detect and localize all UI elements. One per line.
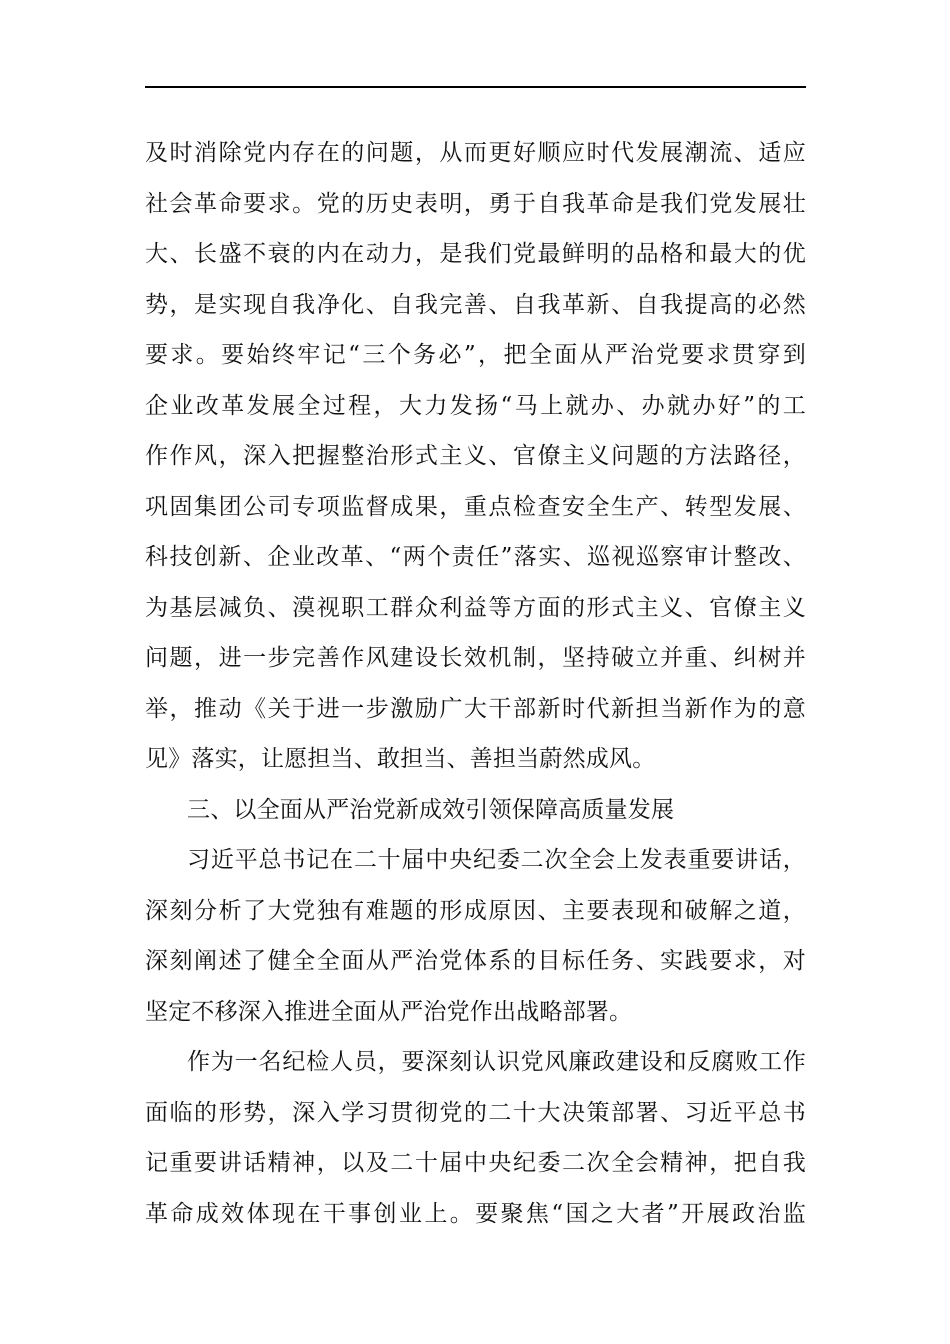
text-line: 习近平总书记在二十届中央纪委二次全会上发表重要讲话，: [187, 847, 806, 873]
text-line: 社会革命要求。党的历史表明，勇于自我革命是我们党发展壮: [145, 190, 806, 217]
text-line: 作为一名纪检人员，要深刻认识党风廉政建设和反腐败工作: [187, 1049, 806, 1075]
text-line: 记重要讲话精神，以及二十届中央纪委二次全会精神，把自我: [145, 1150, 806, 1176]
text-line: 为基层减负、漠视职工群众利益等方面的形式主义、官僚主义: [145, 594, 806, 621]
text-line: 见》落实，让愿担当、敢担当、善担当蔚然成风。: [145, 746, 656, 772]
text-line: 势，是实现自我净化、自我完善、自我革新、自我提高的必然: [145, 291, 806, 318]
text-line: 及时消除党内存在的问题，从而更好顺应时代发展潮流、适应: [145, 140, 806, 166]
text-line: 企业改革发展全过程，大力发扬“马上就办、办就办好”的工: [145, 392, 806, 419]
text-line: 巩固集团公司专项监督成果，重点检查安全生产、转型发展、: [145, 493, 806, 520]
text-line: 要求。要始终牢记“三个务必”，把全面从严治党要求贯穿到: [145, 342, 806, 368]
text-line: 作作风，深入把握整治形式主义、官僚主义问题的方法路径，: [145, 443, 806, 469]
text-line: 举，推动《关于进一步激励广大干部新时代新担当新作为的意: [145, 695, 806, 722]
text-line: 面临的形势，深入学习贯彻党的二十大决策部署、习近平总书: [145, 1099, 806, 1126]
text-line: 科技创新、企业改革、“两个责任”落实、巡视巡察审计整改、: [145, 544, 806, 570]
text-line: 大、长盛不衰的内在动力，是我们党最鲜明的品格和最大的优: [145, 241, 806, 267]
text-line: 深刻阐述了健全全面从严治党体系的目标任务、实践要求，对: [145, 948, 806, 974]
text-line: 坚定不移深入推进全面从严治党作出战略部署。: [145, 998, 633, 1025]
header-rule: [145, 86, 806, 88]
text-line: 问题，进一步完善作风建设长效机制，坚持破立并重、纠树并: [145, 645, 806, 671]
section-heading: 三、以全面从严治党新成效引领保障高质量发展: [187, 796, 675, 823]
text-line: 革命成效体现在干事创业上。要聚焦“国之大者”开展政治监: [145, 1200, 806, 1227]
document-body: [145, 128, 806, 1239]
text-line: 深刻分析了大党独有难题的形成原因、主要表现和破解之道，: [145, 897, 806, 924]
